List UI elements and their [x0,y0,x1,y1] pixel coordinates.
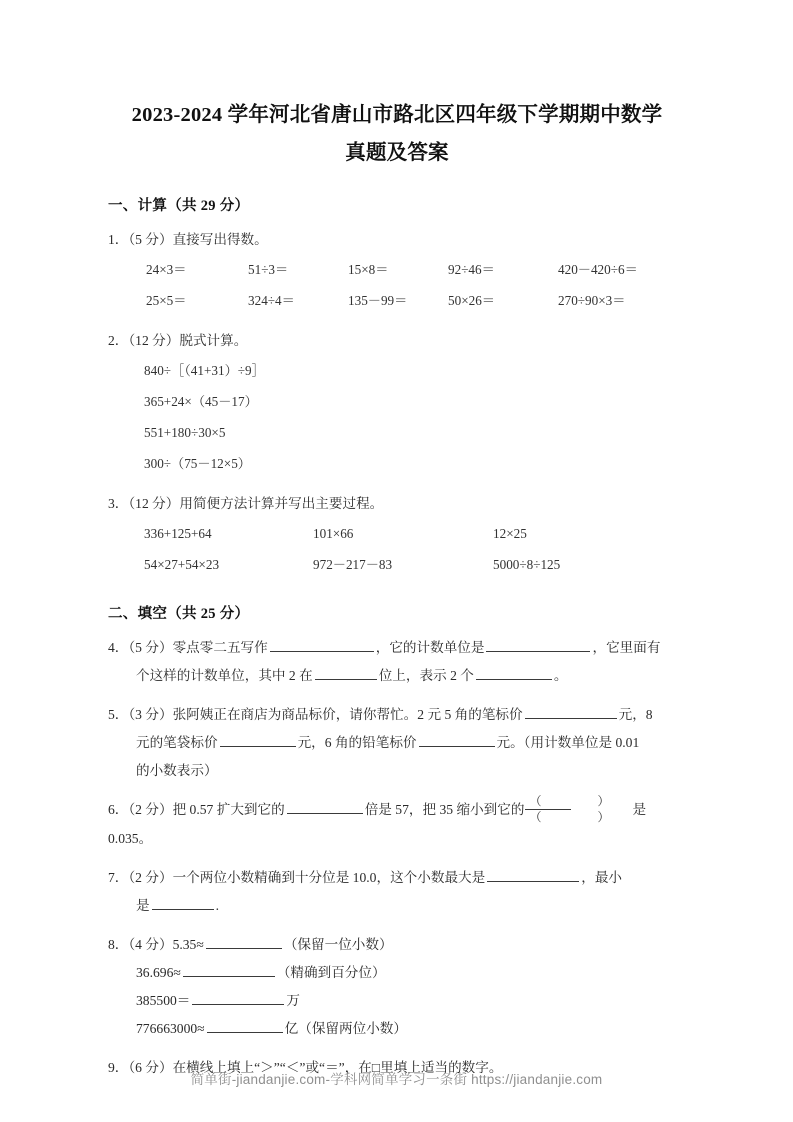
title-line-2: 真题及答案 [345,142,449,164]
question-6-text-part-1: 6．（2 分）把 0.57 扩大到它的 [108,802,285,817]
question-4-text-part-5: 位上，表示 2 个 [378,668,474,683]
question-1 [108,226,686,254]
question-8 [108,931,686,1043]
question-1-row-2 [108,285,686,316]
answer-blank[interactable] [220,732,296,747]
question-8-line-2 [108,987,686,1015]
question-8-line-3-prefix: 776663000≈ [136,1021,205,1037]
question-4-text-part-6: 。 [553,668,568,683]
fraction-denominator: （ ） [529,810,632,825]
answer-blank[interactable] [207,1018,283,1033]
question-8-line-1-prefix: 36.696≈ [136,965,181,981]
answer-blank[interactable] [270,637,374,652]
question-8-line-2-prefix: 385500＝ [136,993,191,1009]
answer-blank[interactable] [487,867,579,882]
question-5-text-part-6: 的小数表示） [136,763,218,778]
expression: 92÷46＝ [448,262,495,277]
question-2-line-3: 551+180÷30×5 [144,425,226,440]
question-8-line-2-suffix: 万 [286,993,300,1009]
question-8-stem-prefix: 8．（4 分）5.35≈ [108,937,204,953]
fraction-blank[interactable] [525,795,631,824]
question-5-text-part-4: 元，6 角的铅笔标价 [297,735,417,750]
answer-blank[interactable] [152,895,214,910]
expression: 24×3＝ [146,262,187,277]
question-5-line-3 [108,757,686,785]
expression: 51÷3＝ [248,262,289,277]
question-5-text-part-3: 元的笔袋标价 [136,735,218,750]
question-5 [108,701,686,785]
section-heading-fill-in-blank: 二、填空（共 25 分） [108,606,250,622]
question-8-line-1 [108,959,686,987]
question-6 [108,796,686,853]
page-body [108,0,686,1082]
answer-blank[interactable] [419,732,495,747]
question-7-text-part-2: ，最小 [581,870,623,886]
expression: 972－217－83 [313,557,393,572]
answer-blank[interactable] [206,934,282,949]
question-7-text-part-1: 7．（2 分）一个两位小数精确到十分位是 10.0，这个小数最大是 [108,870,486,886]
question-2-line-2: 365+24×（45－17） [144,394,258,409]
expression: 336+125+64 [144,526,212,541]
question-4-text-part-4: 个这样的计数单位，其中 2 在 [136,668,313,683]
answer-blank[interactable] [287,799,363,814]
question-7-line-2 [108,892,686,920]
question-5-text-part-2: 元，8 [618,707,653,722]
question-5-text-part-1: 5．（3 分）张阿姨正在商店为商品标价，请你帮忙。2 元 5 角的笔标价 [108,707,523,722]
answer-blank[interactable] [476,665,552,680]
question-4 [108,634,686,690]
question-8-line-1-suffix: （精确到百分位） [276,965,386,981]
answer-blank[interactable] [486,637,590,652]
question-6-text-part-3: 是 0.035。 [108,802,647,847]
question-9-stem: 9．（6 分）在横线上填上“＞”“＜”或“＝”，在□里填上适当的数字。 [108,1060,503,1076]
question-4-text-part-1: 4．（5 分）零点零二五写作 [108,640,268,655]
question-4-line-2 [108,662,686,690]
expression: 270÷90×3＝ [558,293,626,308]
expression: 15×8＝ [348,262,389,277]
expression: 5000÷8÷125 [493,557,561,572]
answer-blank[interactable] [315,665,377,680]
question-3-row-2 [108,549,686,580]
expression: 54×27+54×23 [144,557,220,572]
question-3-row-1 [108,518,686,549]
question-2-line-4: 300÷（75－12×5） [144,456,251,471]
question-3-stem: 3．（12 分）用简便方法计算并写出主要过程。 [108,496,384,511]
question-7 [108,864,686,920]
question-7-text-part-4: . [215,898,219,914]
answer-blank[interactable] [183,962,275,977]
section-heading-calculation: 一、计算（共 29 分） [108,198,250,214]
answer-blank[interactable] [192,990,284,1005]
title-line-1: 2023-2024 学年河北省唐山市路北区四年级下学期期中数学 [131,104,663,126]
question-3 [108,490,686,518]
question-7-text-part-3: 是 [136,898,150,914]
question-8-line-3-suffix: 亿（保留两位小数） [284,1021,407,1037]
fraction-numerator: （ ） [529,794,632,809]
expression: 101×66 [313,526,354,541]
question-4-text-part-2: ，它的计数单位是 [375,640,485,655]
page-title [108,96,686,172]
question-8-line-3 [108,1015,686,1043]
question-5-text-part-5: 元。（用计数单位是 0.01 [496,735,640,750]
footer-watermark: 简单街-jiandanjie.com-学科网简单学习一条街 https://jiandanjie.com [190,1072,603,1087]
question-1-stem: 1．（5 分）直接写出得数。 [108,232,268,247]
question-4-text-part-3: ，它里面有 [592,640,661,655]
expression: 12×25 [493,526,527,541]
question-6-text-part-2: 倍是 57，把 35 缩小到它的 [364,802,525,817]
question-2 [108,327,686,355]
expression: 324÷4＝ [248,293,295,308]
expression: 50×26＝ [448,293,495,308]
expression: 25×5＝ [146,293,187,308]
question-5-line-2 [108,729,686,757]
answer-blank[interactable] [525,704,617,719]
question-2-line-1: 840÷［（41+31）÷9］ [144,363,265,378]
question-8-stem-suffix: （保留一位小数） [283,937,393,953]
question-2-stem: 2．（12 分）脱式计算。 [108,333,248,348]
expression: 135－99＝ [348,293,408,308]
expression: 420－420÷6＝ [558,262,638,277]
question-1-row-1 [108,254,686,285]
